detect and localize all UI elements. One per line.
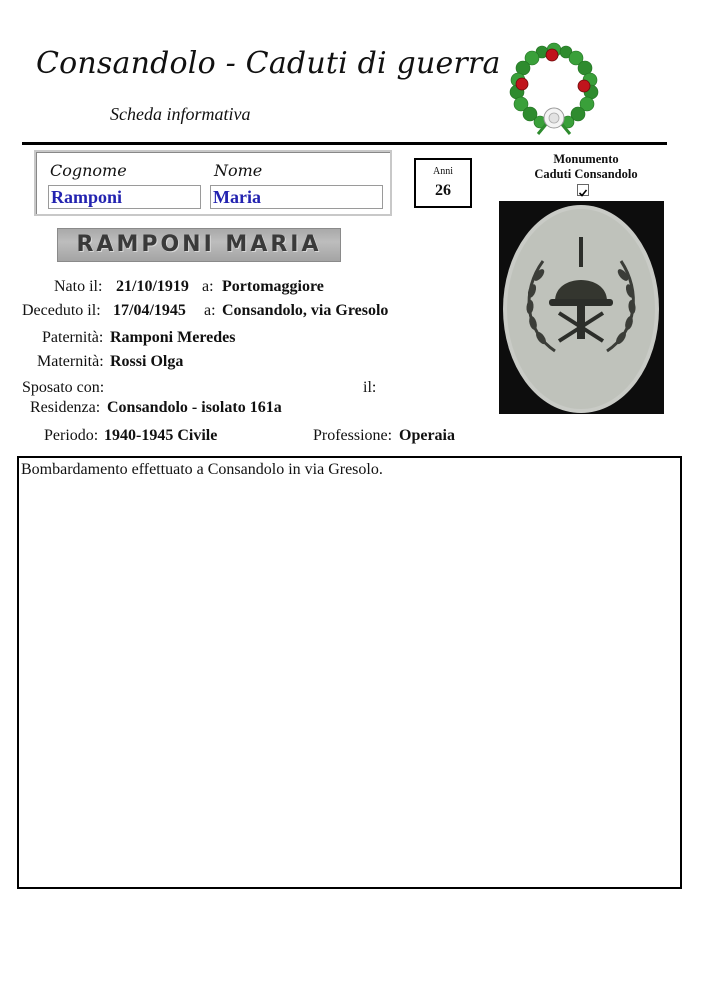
name-plaque <box>57 228 341 262</box>
monument-checkbox[interactable] <box>577 184 589 196</box>
professione-value: Operaia <box>399 427 455 444</box>
deceduto-place: Consandolo, via Gresolo <box>222 302 389 319</box>
nato-place-label: a: <box>202 278 214 295</box>
sposato-label: Sposato con: <box>22 379 105 396</box>
periodo-value: 1940-1945 Civile <box>104 427 218 444</box>
nato-place: Portomaggiore <box>222 278 324 295</box>
notes-box[interactable] <box>17 456 682 889</box>
nome-field[interactable]: Maria <box>210 185 383 209</box>
monument-medallion-image <box>499 201 664 414</box>
residenza-value: Consandolo - isolato 161a <box>107 399 282 416</box>
maternita-label: Maternità: <box>37 353 104 370</box>
plaque-text: RAMPONI MARIA <box>76 232 322 257</box>
deceduto-label: Deceduto il: <box>22 302 101 319</box>
age-value: 26 <box>435 182 451 199</box>
checkmark-icon <box>578 188 588 198</box>
periodo-label: Periodo: <box>44 427 99 444</box>
monument-title-line1: Monumento <box>553 152 619 166</box>
name-panel <box>34 150 392 216</box>
page-title: Consandolo - Caduti di guerra <box>36 46 501 81</box>
deceduto-date: 17/04/1945 <box>113 302 186 319</box>
deceduto-place-label: a: <box>204 302 216 319</box>
wreath-icon <box>508 42 600 136</box>
monument-title <box>520 152 652 182</box>
sposato-il-label: il: <box>363 379 377 396</box>
notes-text: Bombardamento effettuato a Consandolo in via Gresolo. <box>21 461 383 478</box>
professione-label: Professione: <box>313 427 393 444</box>
residenza-label: Residenza: <box>30 399 101 416</box>
cognome-label: Cognome <box>50 161 127 180</box>
nome-label: Nome <box>214 161 263 180</box>
paternita-value: Ramponi Meredes <box>110 329 236 346</box>
cognome-field[interactable]: Ramponi <box>48 185 201 209</box>
age-label: Anni <box>433 166 453 177</box>
maternita-value: Rossi Olga <box>110 353 184 370</box>
age-box <box>414 158 472 208</box>
nato-label: Nato il: <box>54 278 103 295</box>
header-divider <box>22 142 667 145</box>
page-subtitle: Scheda informativa <box>110 104 251 124</box>
paternita-label: Paternità: <box>42 329 104 346</box>
nato-date: 21/10/1919 <box>116 278 189 295</box>
monument-title-line2: Caduti Consandolo <box>534 167 638 181</box>
